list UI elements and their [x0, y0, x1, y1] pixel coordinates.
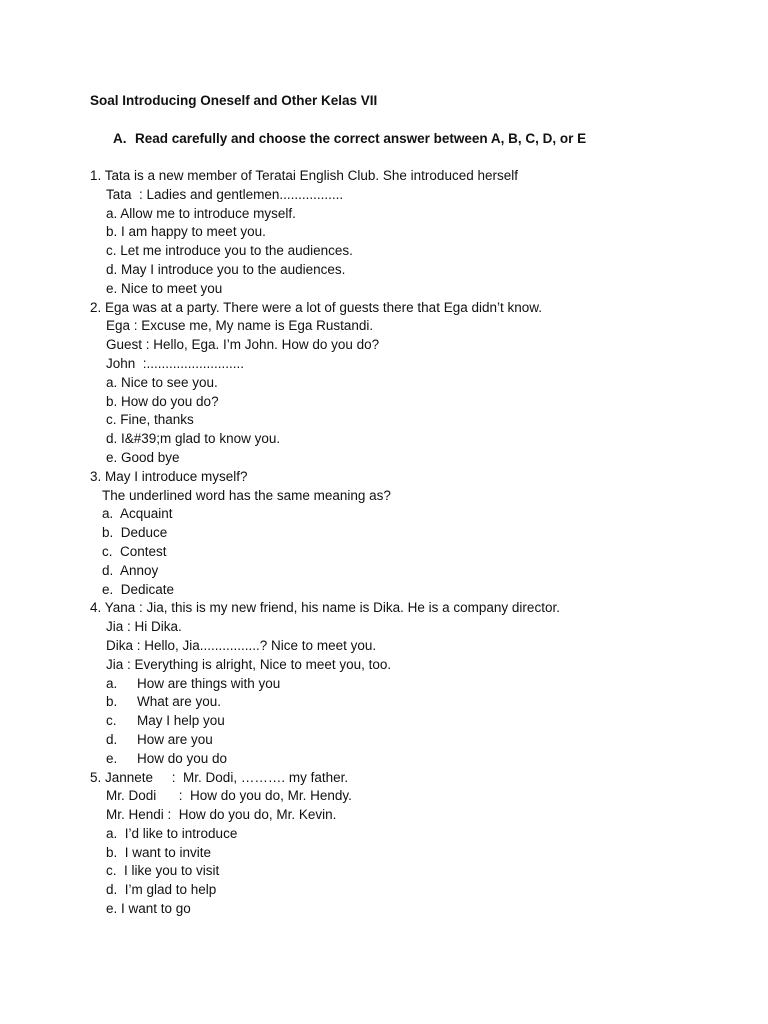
answer-option: b. Deduce — [102, 525, 168, 541]
answer-option: c. Fine, thanks — [106, 412, 194, 428]
question-stem: 2. Ega was at a party. There were a lot of guests there that Ega didn’t know. — [90, 299, 543, 315]
section-instruction: Read carefully and choose the correct answer between A, B, C, D, or E — [135, 131, 587, 146]
dialog-line: Jia : Hi Dika. — [106, 619, 182, 635]
dialog-line: Dika : Hello, Jia................? Nice to meet you. — [106, 637, 377, 653]
section-marker: A. — [113, 131, 127, 146]
option-text: How do you do — [137, 750, 228, 766]
section-heading — [113, 130, 586, 148]
answer-option: e. Good bye — [106, 449, 180, 465]
answer-option: b. How do you do? — [106, 393, 219, 409]
dialog-line: Ega : Excuse me, My name is Ega Rustandi. — [106, 318, 374, 334]
answer-option: d. I&#39;m glad to know you. — [106, 431, 281, 447]
answer-option: a. Allow me to introduce myself. — [106, 205, 296, 221]
answer-option: d. Annoy — [102, 562, 159, 578]
question-list — [90, 167, 750, 919]
answer-option: c. Contest — [102, 543, 167, 559]
answer-option: a. I’d like to introduce — [106, 825, 238, 841]
answer-option — [90, 731, 750, 750]
question-1 — [90, 167, 750, 299]
question-stem: 3. May I introduce myself? — [90, 468, 248, 484]
answer-option: e. I want to go — [106, 901, 191, 917]
answer-option — [90, 675, 750, 694]
document-title: Soal Introducing Oneself and Other Kelas VII — [90, 93, 378, 108]
dialog-line: Mr. Hendi : How do you do, Mr. Kevin. — [106, 807, 337, 823]
dialog-line: Tata : Ladies and gentlemen................. — [106, 186, 344, 202]
answer-option — [90, 712, 750, 731]
answer-option: a. Acquaint — [102, 506, 173, 522]
option-text: What are you. — [137, 694, 222, 710]
dialog-line: Mr. Dodi : How do you do, Mr. Hendy. — [106, 788, 352, 804]
dialog-line: Jia : Everything is alright, Nice to meet you, too. — [106, 656, 392, 672]
question-stem: 1. Tata is a new member of Teratai English Club. She introduced herself — [90, 168, 518, 183]
answer-option: c. Let me introduce you to the audiences. — [106, 243, 353, 259]
question-3 — [90, 468, 750, 600]
question-stem: 4. Yana : Jia, this is my new friend, his name is Dika. He is a company director. — [90, 600, 560, 616]
answer-option: b. I am happy to meet you. — [106, 224, 266, 240]
question-prompt: The underlined word has the same meaning as? — [102, 487, 391, 503]
option-letter: b. — [106, 694, 118, 710]
option-letter: e. — [106, 750, 118, 766]
dialog-line: John :.......................... — [106, 355, 245, 371]
answer-option: c. I like you to visit — [106, 863, 220, 879]
option-text: How are you — [137, 731, 213, 747]
option-text: May I help you — [137, 713, 225, 729]
question-2 — [90, 299, 750, 468]
answer-option: e. Dedicate — [102, 581, 175, 597]
question-5 — [90, 769, 750, 919]
dialog-line: Guest : Hello, Ega. I’m John. How do you do? — [106, 337, 380, 353]
option-letter: c. — [106, 713, 117, 729]
option-letter: a. — [106, 675, 118, 691]
answer-option: d. May I introduce you to the audiences. — [106, 261, 346, 277]
answer-option: e. Nice to meet you — [106, 280, 223, 296]
answer-option — [90, 750, 750, 769]
answer-option: d. I’m glad to help — [106, 882, 217, 898]
answer-option — [90, 693, 750, 712]
question-stem: 5. Jannete : Mr. Dodi, ………. my father. — [90, 769, 349, 785]
option-text: How are things with you — [137, 675, 281, 691]
answer-option: b. I want to invite — [106, 844, 212, 860]
answer-option: a. Nice to see you. — [106, 374, 218, 390]
question-4 — [90, 599, 750, 768]
option-letter: d. — [106, 731, 118, 747]
